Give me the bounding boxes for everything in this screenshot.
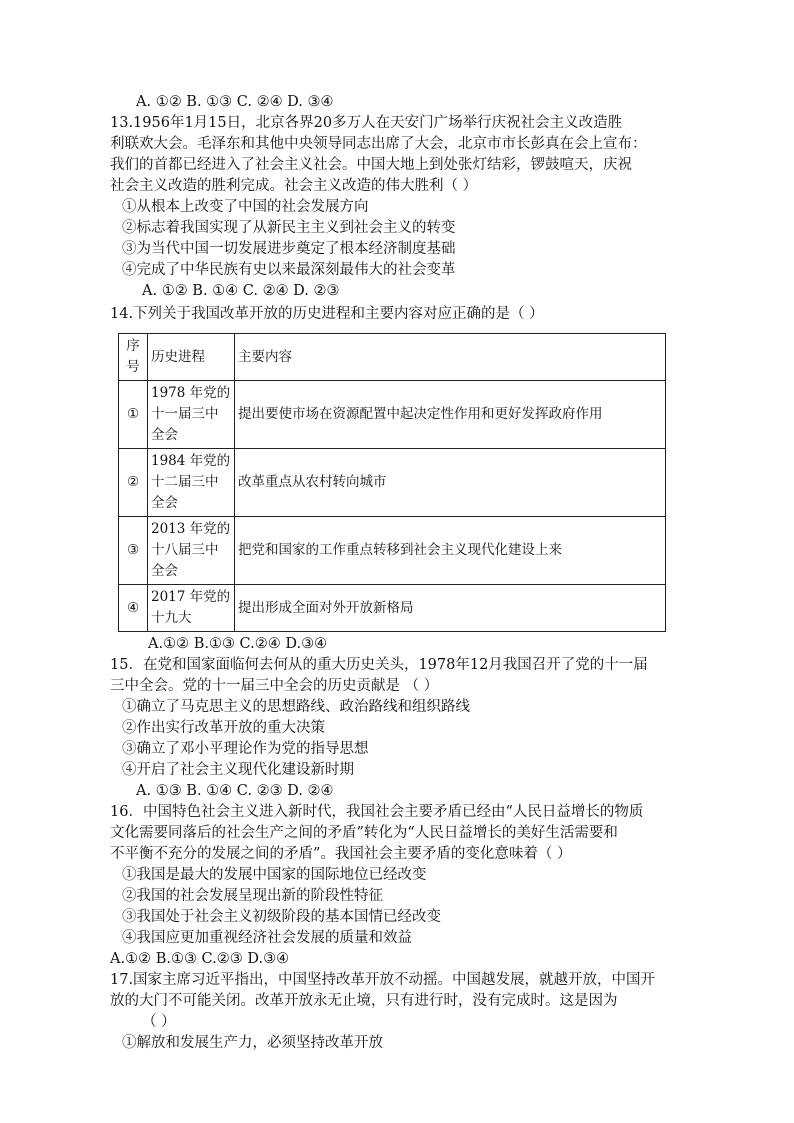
q15-item-3: ③确立了邓小平理论作为党的指导思想 — [122, 741, 369, 757]
table-cell-number: ④ — [119, 585, 148, 632]
table-header-cell: 历史进程 — [148, 334, 235, 381]
table-header-cell: 主要内容 — [235, 334, 666, 381]
question-14 — [110, 304, 690, 655]
question-13 — [110, 113, 690, 302]
q16-stem-line-3: 不平衡不充分的发展之间的矛盾”。我国社会主要矛盾的变化意味着（ ） — [110, 846, 572, 862]
q15-item-1: ①确立了马克思主义的思想路线、政治路线和组织路线 — [122, 699, 470, 715]
table-row — [119, 517, 666, 585]
q15-stem-line-2: 三中全会。党的十一届三中全会的历史贡献是 （ ） — [110, 678, 439, 694]
q16-item-1: ①我国是最大的发展中国家的国际地位已经改变 — [122, 867, 427, 883]
q13-stem-line-3: 我们的首都已经进入了社会主义社会。中国大地上到处张灯结彩，锣鼓喧天，庆祝 — [110, 157, 632, 173]
q17-answer-blank: （ ） — [142, 1014, 176, 1030]
q13-item-2: ②标志着我国实现了从新民主主义到社会主义的转变 — [122, 220, 456, 236]
table-cell-content: 提出形成全面对外开放新格局 — [235, 585, 666, 632]
table-cell-content: 把党和国家的工作重点转移到社会主义现代化建设上来 — [235, 517, 666, 585]
q16-item-4: ④我国应更加重视经济社会发展的质量和效益 — [122, 930, 412, 946]
q16-options: A.①② B.①③ C.②③ D.③④ — [110, 951, 290, 967]
q15-options: A. ①③ B. ①④ C. ②③ D. ②④ — [136, 783, 334, 799]
q17-item-1: ①解放和发展生产力，必须坚持改革开放 — [122, 1035, 383, 1051]
q14-options: A.①② B.①③ C.②④ D.③④ — [148, 636, 328, 652]
history-table — [118, 333, 666, 632]
question-15 — [110, 655, 690, 802]
q17-stem-line-1: 17.国家主席习近平指出，中国坚持改革开放不动摇。中国越发展，就越开放，中国开 — [110, 972, 656, 988]
q13-stem-line-2: 利联欢大会。毛泽东和其他中央领导同志出席了大会，北京市市长彭真在会上宣布： — [110, 136, 647, 152]
table-cell-number: ③ — [119, 517, 148, 585]
table-cell-content: 提出要使市场在资源配置中起决定性作用和更好发挥政府作用 — [235, 381, 666, 449]
table-header-row — [119, 334, 666, 381]
question-17 — [110, 970, 690, 1054]
q13-options: A. ①② B. ①④ C. ②④ D. ②③ — [142, 283, 340, 299]
table-header-cell: 序号 — [119, 334, 148, 381]
q13-item-3: ③为当代中国一切发展进步奠定了根本经济制度基础 — [122, 241, 456, 257]
table-row — [119, 449, 666, 517]
table-cell-number: ② — [119, 449, 148, 517]
q15-item-4: ④开启了社会主义现代化建设新时期 — [122, 762, 354, 778]
question-16 — [110, 802, 690, 970]
q13-item-1: ①从根本上改变了中国的社会发展方向 — [122, 199, 369, 215]
q16-stem-line-1: 16．中国特色社会主义进入新时代，我国社会主要矛盾已经由“人民日益增长的物质 — [110, 804, 644, 820]
table-cell-process: 2017 年党的十九大 — [148, 585, 235, 632]
q13-item-4: ④完成了中华民族有史以来最深刻最伟大的社会变革 — [122, 262, 456, 278]
exam-page — [110, 92, 690, 1054]
q16-stem-line-2: 文化需要同落后的社会生产之间的矛盾”转化为“人民日益增长的美好生活需要和 — [110, 825, 618, 841]
table-cell-process: 1984 年党的十二届三中全会 — [148, 449, 235, 517]
q16-item-3: ③我国处于社会主义初级阶段的基本国情已经改变 — [122, 909, 441, 925]
table-row — [119, 381, 666, 449]
table-row — [119, 585, 666, 632]
q13-stem-line-4: 社会主义改造的胜利完成。社会主义改造的伟大胜利（ ） — [110, 178, 478, 194]
q12-options: A. ①② B. ①③ C. ②④ D. ③④ — [136, 94, 334, 110]
q16-item-2: ②我国的社会发展呈现出新的阶段性特征 — [122, 888, 383, 904]
table-cell-process: 1978 年党的十一届三中全会 — [148, 381, 235, 449]
table-cell-number: ① — [119, 381, 148, 449]
q15-item-2: ②作出实行改革开放的重大决策 — [122, 720, 325, 736]
q15-stem-line-1: 15．在党和国家面临何去何从的重大历史关头，1978年12月我国召开了党的十一届 — [110, 657, 648, 673]
q17-stem-line-2: 放的大门不可能关闭。改革开放永无止境，只有进行时，没有完成时。这是因为 — [110, 993, 618, 1009]
table-cell-content: 改革重点从农村转向城市 — [235, 449, 666, 517]
q13-stem-line-1: 13.1956年1月15日，北京各界20多万人在天安门广场举行庆祝社会主义改造胜 — [110, 115, 623, 131]
table-cell-process: 2013 年党的十八届三中全会 — [148, 517, 235, 585]
q14-stem: 14.下列关于我国改革开放的历史进程和主要内容对应正确的是（ ） — [110, 306, 544, 322]
